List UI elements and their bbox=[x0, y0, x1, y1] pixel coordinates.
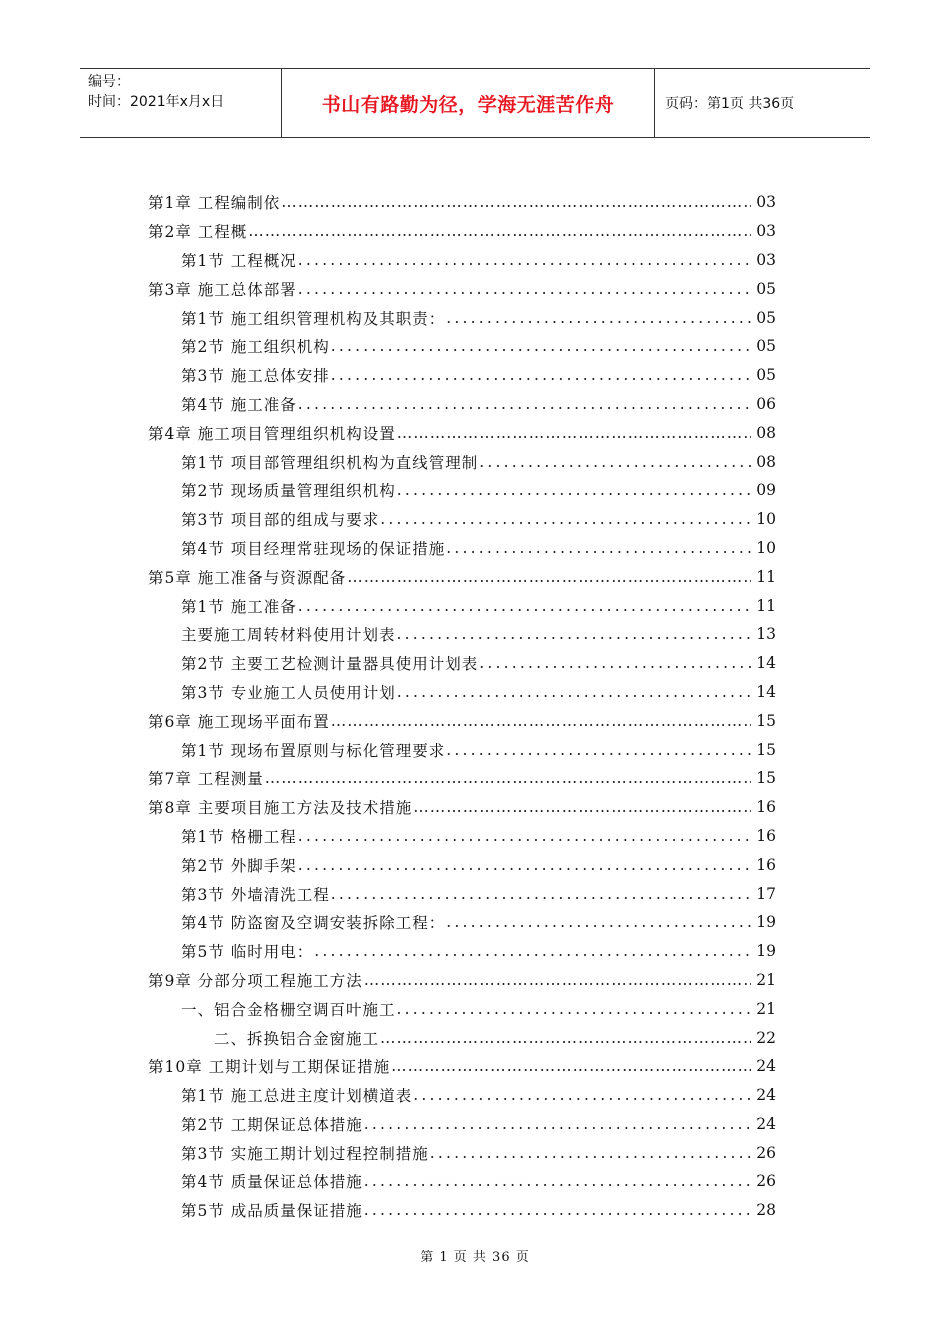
toc-entry[interactable] bbox=[148, 562, 778, 591]
toc-entry-page: 08 bbox=[756, 423, 776, 442]
toc-entry-page: 14 bbox=[756, 654, 776, 673]
toc-leader-dots bbox=[380, 1029, 751, 1047]
toc-entry-label: 第1节 施工准备 bbox=[181, 597, 297, 616]
toc-entry[interactable] bbox=[148, 649, 778, 678]
toc-entry-label: 第4节 施工准备 bbox=[181, 395, 297, 414]
toc-entry[interactable] bbox=[148, 735, 778, 764]
toc-leader-dots bbox=[298, 395, 751, 413]
toc-entry-page: 03 bbox=[756, 193, 776, 212]
toc-entry[interactable] bbox=[148, 850, 778, 879]
toc-entry-label: 第3节 实施工期计划过程控制措施 bbox=[181, 1144, 429, 1163]
document-number-label: 编号： bbox=[88, 74, 130, 90]
toc-entry-page: 10 bbox=[756, 510, 776, 529]
toc-entry-page: 19 bbox=[756, 942, 776, 961]
toc-leader-dots bbox=[397, 683, 751, 701]
toc-leader-dots bbox=[314, 942, 751, 960]
toc-entry-label: 第1章 工程编制依 bbox=[148, 194, 281, 213]
toc-entry[interactable] bbox=[148, 332, 778, 361]
toc-entry-label: 第3节 施工总体安排 bbox=[181, 367, 330, 386]
toc-leader-dots bbox=[479, 654, 751, 672]
toc-leader-dots bbox=[298, 827, 751, 845]
toc-entry[interactable] bbox=[148, 620, 778, 649]
toc-entry-label: 第7章 工程测量 bbox=[148, 770, 264, 789]
toc-entry[interactable] bbox=[148, 1052, 778, 1081]
toc-entry[interactable] bbox=[148, 188, 778, 217]
toc-entry-page: 24 bbox=[756, 1057, 776, 1076]
toc-entry-label: 第3节 项目部的组成与要求 bbox=[181, 511, 380, 530]
toc-entry-label: 第2节 主要工艺检测计量器具使用计划表 bbox=[181, 655, 479, 674]
toc-entry-label: 第6章 施工现场平面布置 bbox=[148, 712, 330, 731]
toc-leader-dots bbox=[331, 337, 751, 355]
page-header bbox=[80, 68, 870, 138]
toc-entry-page: 08 bbox=[756, 452, 776, 471]
document-time-label: 时间：2021年x月x日 bbox=[88, 94, 225, 110]
toc-entry-label: 二、拆换铝合金窗施工 bbox=[214, 1029, 380, 1048]
toc-leader-dots bbox=[446, 309, 751, 327]
toc-entry-label: 第4节 项目经理常驻现场的保证措施 bbox=[181, 539, 446, 558]
toc-entry-page: 09 bbox=[756, 481, 776, 500]
header-motto: 书山有路勤为径，学海无涯苦作舟 bbox=[282, 69, 655, 137]
toc-entry[interactable] bbox=[148, 1138, 778, 1167]
toc-entry[interactable] bbox=[148, 274, 778, 303]
toc-entry-page: 26 bbox=[756, 1143, 776, 1162]
toc-entry-page: 28 bbox=[756, 1201, 776, 1220]
toc-entry[interactable] bbox=[148, 447, 778, 476]
toc-entry[interactable] bbox=[148, 1023, 778, 1052]
toc-entry-label: 第1节 施工组织管理机构及其职责： bbox=[181, 309, 446, 328]
toc-entry-label: 第1节 格栅工程 bbox=[181, 827, 297, 846]
toc-entry-label: 第5章 施工准备与资源配备 bbox=[148, 568, 347, 587]
toc-entry-page: 16 bbox=[756, 855, 776, 874]
toc-entry-page: 14 bbox=[756, 682, 776, 701]
toc-entry-page: 05 bbox=[756, 308, 776, 327]
toc-entry-page: 16 bbox=[756, 798, 776, 817]
page-footer: 第 1 页 共 36 页 bbox=[420, 1250, 530, 1265]
toc-entry-page: 11 bbox=[756, 567, 776, 586]
toc-leader-dots bbox=[298, 856, 751, 874]
toc-entry-page: 03 bbox=[756, 222, 776, 241]
toc-entry-label: 第1节 施工总进主度计划横道表 bbox=[181, 1087, 413, 1106]
toc-entry-page: 19 bbox=[756, 913, 776, 932]
toc-entry-page: 03 bbox=[756, 250, 776, 269]
toc-entry-label: 第1节 项目部管理组织机构为直线管理制 bbox=[181, 453, 479, 472]
toc-leader-dots bbox=[397, 424, 751, 442]
toc-entry-label: 第2节 工期保证总体措施 bbox=[181, 1115, 363, 1134]
toc-entry[interactable] bbox=[148, 505, 778, 534]
toc-leader-dots bbox=[364, 1172, 751, 1190]
toc-entry-label: 第2章 工程概 bbox=[148, 223, 248, 242]
toc-entry-page: 22 bbox=[756, 1028, 776, 1047]
toc-entry[interactable] bbox=[148, 217, 778, 246]
toc-entry-page: 15 bbox=[756, 769, 776, 788]
toc-entry-page: 05 bbox=[756, 279, 776, 298]
toc-leader-dots bbox=[298, 280, 751, 298]
toc-entry[interactable] bbox=[148, 678, 778, 707]
toc-entry[interactable] bbox=[148, 361, 778, 390]
toc-leader-dots bbox=[347, 568, 751, 586]
toc-entry-page: 15 bbox=[756, 711, 776, 730]
toc-entry-page: 16 bbox=[756, 826, 776, 845]
toc-leader-dots bbox=[397, 481, 751, 499]
toc-entry[interactable] bbox=[148, 418, 778, 447]
toc-entry-page: 21 bbox=[756, 999, 776, 1018]
toc-entry[interactable] bbox=[148, 822, 778, 851]
toc-leader-dots bbox=[364, 971, 751, 989]
toc-leader-dots bbox=[413, 1086, 751, 1104]
toc-entry-page: 17 bbox=[756, 884, 776, 903]
toc-leader-dots bbox=[397, 1000, 751, 1018]
toc-leader-dots bbox=[446, 913, 751, 931]
toc-entry-page: 05 bbox=[756, 337, 776, 356]
toc-entry[interactable] bbox=[148, 706, 778, 735]
toc-entry[interactable] bbox=[148, 879, 778, 908]
toc-entry-label: 第3节 外墙清洗工程 bbox=[181, 885, 330, 904]
toc-entry-label: 第5节 临时用电： bbox=[181, 943, 314, 962]
toc-leader-dots bbox=[430, 1144, 751, 1162]
toc-entry[interactable] bbox=[148, 764, 778, 793]
toc-entry[interactable] bbox=[148, 303, 778, 332]
toc-entry[interactable] bbox=[148, 1081, 778, 1110]
toc-entry-label: 第4节 防盗窗及空调安装拆除工程： bbox=[181, 914, 446, 933]
toc-leader-dots bbox=[397, 625, 751, 643]
toc-entry-label: 第5节 成品质量保证措施 bbox=[181, 1202, 363, 1221]
toc-leader-dots bbox=[380, 510, 751, 528]
table-of-contents bbox=[148, 188, 778, 1225]
toc-entry-label: 第3章 施工总体部署 bbox=[148, 280, 297, 299]
toc-entry-label: 第1节 现场布置原则与标化管理要求 bbox=[181, 741, 446, 760]
toc-leader-dots bbox=[364, 1115, 751, 1133]
toc-entry[interactable] bbox=[148, 534, 778, 563]
toc-entry[interactable] bbox=[148, 591, 778, 620]
toc-entry-page: 10 bbox=[756, 538, 776, 557]
toc-entry-page: 26 bbox=[756, 1172, 776, 1191]
toc-leader-dots bbox=[479, 453, 751, 471]
toc-leader-dots bbox=[265, 769, 751, 787]
toc-entry-label: 第3节 专业施工人员使用计划 bbox=[181, 683, 396, 702]
toc-entry[interactable] bbox=[148, 908, 778, 937]
toc-entry-label: 第4节 质量保证总体措施 bbox=[181, 1173, 363, 1192]
toc-leader-dots bbox=[331, 366, 751, 384]
toc-entry[interactable] bbox=[148, 937, 778, 966]
toc-entry-page: 24 bbox=[756, 1114, 776, 1133]
toc-entry-page: 13 bbox=[756, 625, 776, 644]
toc-entry-label: 第10章 工期计划与工期保证措施 bbox=[148, 1058, 391, 1077]
toc-entry-label: 第9章 分部分项工程施工方法 bbox=[148, 971, 363, 990]
toc-leader-dots bbox=[364, 1201, 751, 1219]
toc-leader-dots bbox=[331, 712, 751, 730]
toc-leader-dots bbox=[446, 741, 751, 759]
toc-entry[interactable] bbox=[148, 390, 778, 419]
toc-entry-label: 第2节 现场质量管理组织机构 bbox=[181, 482, 396, 501]
toc-entry[interactable] bbox=[148, 994, 778, 1023]
toc-entry-label: 第1节 工程概况 bbox=[181, 251, 297, 270]
toc-entry-label: 主要施工周转材料使用计划表 bbox=[181, 626, 396, 645]
toc-leader-dots bbox=[281, 193, 751, 211]
toc-entry-page: 21 bbox=[756, 970, 776, 989]
toc-entry-page: 11 bbox=[756, 596, 776, 615]
toc-entry[interactable] bbox=[148, 966, 778, 995]
toc-entry-label: 第2节 外脚手架 bbox=[181, 856, 297, 875]
toc-entry[interactable] bbox=[148, 246, 778, 275]
toc-leader-dots bbox=[446, 539, 751, 557]
toc-leader-dots bbox=[298, 251, 751, 269]
toc-entry[interactable] bbox=[148, 1167, 778, 1196]
toc-entry-page: 05 bbox=[756, 366, 776, 385]
toc-leader-dots bbox=[248, 222, 751, 240]
toc-entry[interactable] bbox=[148, 1196, 778, 1225]
toc-entry[interactable] bbox=[148, 793, 778, 822]
toc-leader-dots bbox=[331, 885, 751, 903]
toc-leader-dots bbox=[391, 1057, 751, 1075]
toc-entry-page: 15 bbox=[756, 740, 776, 759]
toc-entry-label: 一、铝合金格栅空调百叶施工 bbox=[181, 1000, 396, 1019]
toc-entry[interactable] bbox=[148, 476, 778, 505]
header-page-info: 页码：第1页 共36页 bbox=[665, 96, 795, 112]
toc-leader-dots bbox=[413, 798, 751, 816]
toc-leader-dots bbox=[298, 597, 751, 615]
header-meta bbox=[80, 69, 282, 137]
toc-entry-label: 第2节 施工组织机构 bbox=[181, 338, 330, 357]
toc-entry-label: 第4章 施工项目管理组织机构设置 bbox=[148, 424, 396, 443]
toc-entry-page: 06 bbox=[756, 394, 776, 413]
toc-entry-page: 24 bbox=[756, 1086, 776, 1105]
toc-entry[interactable] bbox=[148, 1110, 778, 1139]
toc-entry-label: 第8章 主要项目施工方法及技术措施 bbox=[148, 799, 413, 818]
